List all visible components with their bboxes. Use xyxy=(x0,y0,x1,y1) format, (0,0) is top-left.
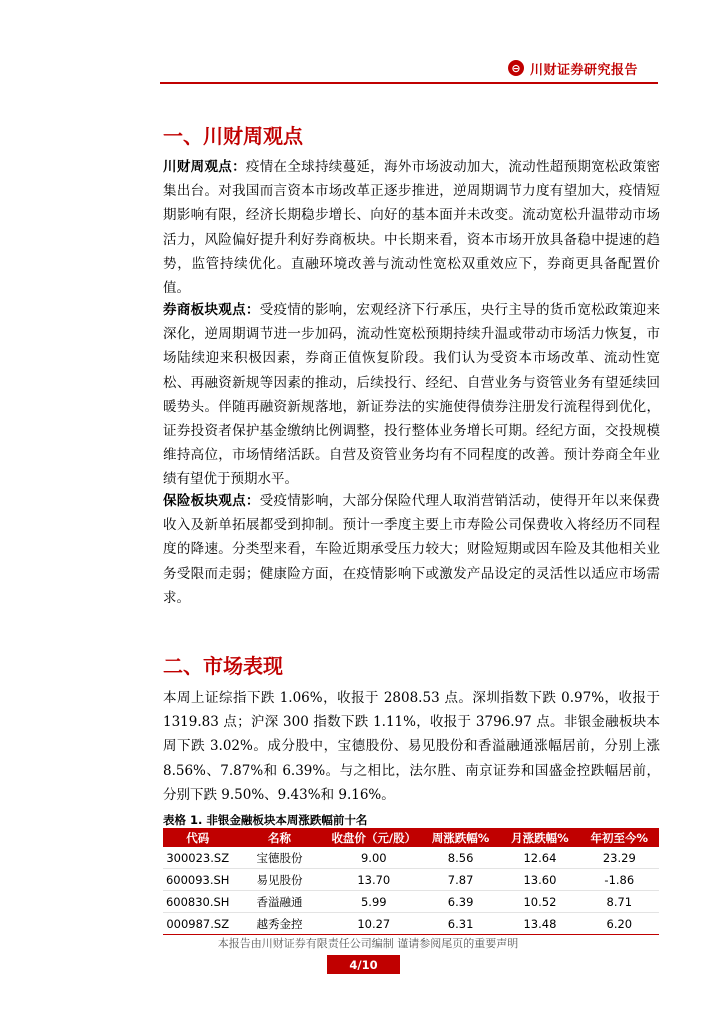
cell-code: 000987.SZ xyxy=(163,913,232,935)
cell-week-change: 6.31 xyxy=(421,913,500,935)
cell-code: 600093.SH xyxy=(163,869,232,891)
table-row xyxy=(163,847,659,869)
cell-ytd-change: 23.29 xyxy=(580,847,659,869)
cell-week-change: 7.87 xyxy=(421,869,500,891)
column-header: 周涨跌幅% xyxy=(421,828,500,847)
section-heading-market-performance: 二、市场表现 xyxy=(163,654,283,678)
cell-month-change: 13.48 xyxy=(500,913,579,935)
table-row xyxy=(163,869,659,891)
paragraph-text: 受疫情影响，大部分保险代理人取消营销活动，使得开年以来保费收入及新单拓展都受到抑制。预计一季度主要上市寿险公司保费收入将经历不同程度的降速。分类型来看，车险近期承受压力较大；财险短期或因车险及其他相关业务受限而走弱；健康险方面，在疫情影响下或激发产品设定的灵活性以适应市场需求。 xyxy=(163,493,661,606)
paragraph-market-performance xyxy=(163,686,660,807)
cell-close-price: 5.99 xyxy=(327,891,421,913)
cell-name: 香溢融通 xyxy=(232,891,326,913)
cell-name: 越秀金控 xyxy=(232,913,326,935)
brand-logo-icon: ⊖ xyxy=(508,60,524,76)
section-heading-weekly-view: 一、川财周观点 xyxy=(163,124,303,148)
cell-month-change: 10.52 xyxy=(500,891,579,913)
cell-code: 600830.SH xyxy=(163,891,232,913)
cell-close-price: 13.70 xyxy=(327,869,421,891)
header-divider xyxy=(160,82,658,84)
footer-disclaimer: 本报告由川财证券有限责任公司编制 谨请参阅尾页的重要声明 xyxy=(217,937,519,950)
cell-ytd-change: 6.20 xyxy=(580,913,659,935)
paragraph-weekly-view xyxy=(163,155,660,300)
paragraph-label: 川财周观点： xyxy=(163,159,246,175)
table-header-row xyxy=(163,828,659,847)
cell-week-change: 6.39 xyxy=(421,891,500,913)
paragraph-text: 本周上证综指下跌 1.06%，收报于 2808.53 点。深圳指数下跌 0.97%，收报于 1319.83 点；沪深 300 指数下跌 1.11%，收报于 3796.97 点。非银金融板块本周下跌 3.02%。成分股中，宝德股份、易见股份和香溢融通涨幅居前，分别上涨 8.56%、7.87%和 6.39%。与之相比，法尔胜、南京证券和国盛金控跌幅居前，分别下跌 9.50%、9.43%和 9.16%。 xyxy=(163,690,660,803)
column-header: 代码 xyxy=(163,828,232,847)
cell-code: 300023.SZ xyxy=(163,847,232,869)
paragraph-label: 券商板块观点： xyxy=(163,302,260,318)
top-movers-table xyxy=(163,828,659,935)
cell-month-change: 12.64 xyxy=(500,847,579,869)
column-header: 年初至今% xyxy=(580,828,659,847)
paragraph-insurance-view xyxy=(163,489,660,610)
cell-week-change: 8.56 xyxy=(421,847,500,869)
cell-month-change: 13.60 xyxy=(500,869,579,891)
column-header: 月涨跌幅% xyxy=(500,828,579,847)
cell-name: 易见股份 xyxy=(232,869,326,891)
page-number: 4/10 xyxy=(327,955,400,974)
cell-close-price: 9.00 xyxy=(327,847,421,869)
cell-close-price: 10.27 xyxy=(327,913,421,935)
paragraph-text: 疫情在全球持续蔓延，海外市场波动加大，流动性超预期宽松政策密集出台。对我国而言资本市场改革正逐步推进，逆周期调节力度有望加大，疫情短期影响有限，经济长期稳步增长、向好的基本面并未改变。流动宽松升温带动市场活力，风险偏好提升利好券商板块。中长期来看，资本市场开放具备稳中提速的趋势，监管持续优化。直融环境改善与流动性宽松双重效应下，券商更具备配置价值。 xyxy=(163,159,661,297)
table-row xyxy=(163,891,659,913)
table-title: 表格 1. 非银金融板块本周涨跌幅前十名 xyxy=(163,813,368,827)
cell-ytd-change: -1.86 xyxy=(580,869,659,891)
table-row xyxy=(163,913,659,935)
paragraph-text: 受疫情的影响，宏观经济下行承压，央行主导的货币宽松政策迎来深化，逆周期调节进一步加码，流动性宽松预期持续升温或带动市场活力恢复，市场陆续迎来积极因素，券商正值恢复阶段。我们认为受资本市场改革、流动性宽松、再融资新规等因素的推动，后续投行、经纪、自营业务与资管业务有望延续回暖势头。伴随再融资新规落地，新证券法的实施使得债券注册发行流程得到优化，证券投资者保护基金缴纳比例调整，投行整体业务增长可期。经纪方面，交投规模维持高位，市场情绪活跃。自营及资管业务均有不同程度的改善。预计券商全年业绩有望优于预期水平。 xyxy=(163,302,661,488)
cell-ytd-change: 8.71 xyxy=(580,891,659,913)
report-header xyxy=(508,58,658,78)
cell-name: 宝德股份 xyxy=(232,847,326,869)
column-header: 名称 xyxy=(232,828,326,847)
header-title: 川财证券研究报告 xyxy=(530,62,639,78)
paragraph-brokerage-view xyxy=(163,298,660,492)
paragraph-label: 保险板块观点： xyxy=(163,493,260,509)
column-header: 收盘价（元/股） xyxy=(327,828,421,847)
